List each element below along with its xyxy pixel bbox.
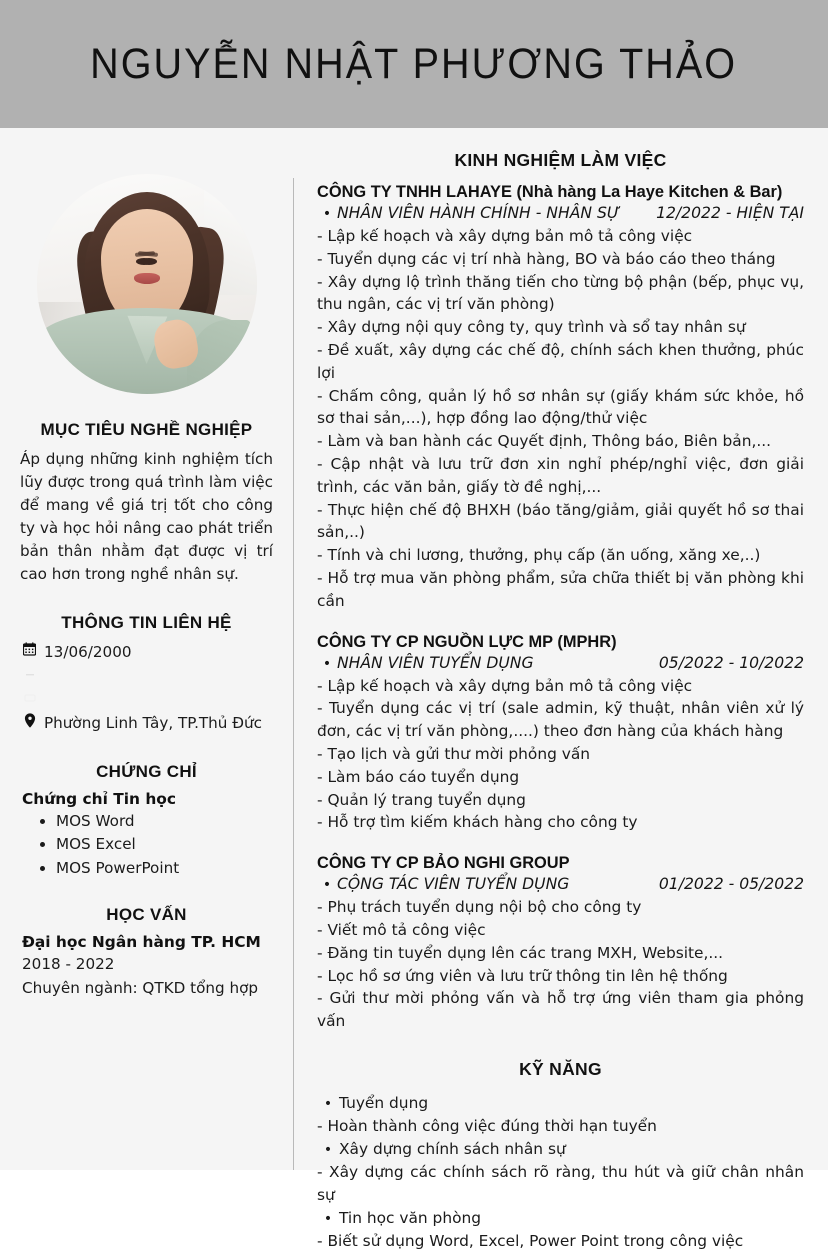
column-divider: [293, 178, 294, 1170]
phone-icon: [22, 666, 37, 683]
body-columns: [0, 128, 828, 1250]
task-item: - Gửi thư mời phỏng vấn và hỗ trợ ứng viên tham gia phỏng vấn: [317, 989, 804, 1031]
experience-job-1: [317, 183, 804, 613]
task-item: - Làm báo cáo tuyển dụng: [317, 767, 520, 786]
education-school: Đại học Ngân hàng TP. HCM: [22, 933, 261, 952]
contact-item-email-redacted: [22, 689, 275, 710]
role-line: [317, 875, 804, 893]
contact-item-address: [22, 712, 275, 736]
task-item: - Tạo lịch và gửi thư mời phỏng vấn: [317, 744, 591, 763]
company-name: CÔNG TY TNHH LAHAYE (Nhà hàng La Haye Kitchen & Bar): [317, 183, 783, 201]
task-item: - Cập nhật và lưu trữ đơn xin nghỉ phép/nghỉ việc, đơn giải trình, các văn bản, giấy tờ đề nghị,...: [317, 454, 804, 496]
education-years: 2018 - 2022: [22, 955, 115, 974]
task-item: - Hỗ trợ tìm kiếm khách hàng cho công ty: [317, 813, 638, 832]
photo-lips: [134, 273, 160, 284]
task-item: - Lọc hồ sơ ứng viên và lưu trữ thông tin lên hệ thống: [317, 966, 728, 985]
objective-text: Áp dụng những kinh nghiệm tích lũy được trong quá trình làm việc để mang về giá trị tốt cho công ty và học hỏi nâng cao phát triển bản thân nhằm đạt được vị trí cao hơn trong nghề nhân sự.: [20, 450, 273, 584]
contact-item-birthdate: [22, 641, 275, 665]
role-title: NHÂN VIÊN TUYỂN DỤNG: [337, 653, 534, 672]
task-item: - Tuyển dụng các vị trí (sale admin, kỹ thuật, nhân viên xử lý đơn, các vị trí văn phòng,....) theo đơn hàng của khách hàng: [317, 699, 804, 741]
experience-heading: KINH NGHIỆM LÀM VIỆC: [454, 150, 667, 170]
education-heading: HỌC VẤN: [106, 905, 187, 925]
experience-job-3: [317, 854, 804, 1033]
task-item: - Chấm công, quản lý hồ sơ nhân sự (giấy khám sức khỏe, hồ sơ thai sản,...), hợp đồng lao động/thử việc: [317, 386, 804, 428]
company-name: CÔNG TY CP NGUỒN LỰC MP (MPHR): [317, 632, 617, 651]
company-name: CÔNG TY CP BẢO NGHI GROUP: [317, 854, 570, 873]
page-title: NGUYỄN NHẬT PHƯƠNG THẢO: [90, 39, 738, 88]
skills-heading: KỸ NĂNG: [519, 1058, 602, 1079]
bullet-icon: •: [323, 1210, 333, 1227]
task-item: - Lập kế hoạch và xây dựng bản mô tả công việc: [317, 676, 693, 695]
contact-item-phone-redacted: [22, 666, 275, 687]
contact-value-address: Phường Linh Tây, TP.Thủ Đức: [44, 714, 263, 733]
sidebar: [0, 128, 293, 1170]
task-item: - Thực hiện chế độ BHXH (báo tăng/giảm, giải quyết hồ sơ thai sản,..): [317, 500, 804, 542]
contact-value-birthdate: 13/06/2000: [44, 642, 132, 661]
task-item: - Xây dựng lộ trình thăng tiến cho từng bộ phận (bếp, phục vụ, thu ngân, các vị trí văn phòng): [317, 272, 804, 314]
task-item: - Hỗ trợ mua văn phòng phẩm, sửa chữa thiết bị văn phòng khi cần: [317, 568, 804, 610]
skill-name-row: [317, 1092, 804, 1115]
calendar-icon: [22, 641, 37, 658]
certificates-group-label: Chứng chỉ Tin học: [22, 789, 176, 808]
task-item: - Đề xuất, xây dựng các chế độ, chính sách khen thưởng, phúc lợi: [317, 340, 804, 382]
role-title: CỘNG TÁC VIÊN TUYỂN DỤNG: [337, 875, 570, 894]
contact-heading: THÔNG TIN LIÊN HỆ: [61, 612, 232, 632]
bullet-icon: •: [323, 1095, 333, 1112]
list-item: • MOS Excel: [56, 833, 275, 856]
role-date: 12/2022 - HIỆN TẠI: [656, 204, 804, 222]
task-item: - Tính và chi lương, thưởng, phụ cấp (ăn uống, xăng xe,..): [317, 546, 761, 565]
task-item: - Viết mô tả công việc: [317, 920, 486, 939]
role-line: [317, 654, 804, 672]
role-date: 05/2022 - 10/2022: [658, 653, 804, 672]
role-title: NHÂN VIÊN HÀNH CHÍNH - NHÂN SỰ: [337, 204, 620, 222]
task-item: - Xây dựng nội quy công ty, quy trình và sổ tay nhân sự: [317, 318, 746, 337]
task-item: - Lập kế hoạch và xây dựng bản mô tả công việc: [317, 227, 693, 245]
bullet-icon: •: [323, 1141, 333, 1158]
list-item: • MOS PowerPoint: [56, 857, 275, 880]
task-item: - Quản lý trang tuyển dụng: [317, 790, 526, 809]
avatar: [37, 174, 257, 394]
skill-name: Tuyển dụng: [339, 1093, 429, 1112]
photo-eye-right: [141, 258, 157, 265]
skill-name: Xây dựng chính sách nhân sự: [339, 1139, 566, 1158]
bullet-icon: •: [322, 206, 332, 222]
objective-heading: MỤC TIÊU NGHỀ NGHIỆP: [40, 420, 253, 439]
location-pin-icon: [22, 712, 37, 729]
bullet-icon: •: [322, 877, 332, 894]
skill-name: Tin học văn phòng: [339, 1208, 482, 1227]
skill-detail: - Biết sử dụng Word, Excel, Power Point trong công việc: [317, 1231, 744, 1250]
skill-name-row: [317, 1207, 804, 1230]
role-line: [317, 204, 804, 222]
skill-detail: - Hoàn thành công việc đúng thời hạn tuyển: [317, 1117, 657, 1136]
certificates-list: [40, 810, 275, 880]
redacted-value-phone: [44, 666, 194, 681]
header-band: [0, 0, 828, 128]
main-content: [293, 128, 828, 1250]
task-item: - Phụ trách tuyển dụng nội bộ cho công ty: [317, 898, 642, 917]
skill-name-row: [317, 1138, 804, 1161]
experience-job-2: [317, 633, 804, 835]
role-date: 01/2022 - 05/2022: [658, 875, 804, 894]
list-item: • MOS Word: [56, 810, 275, 833]
task-item: - Tuyển dụng các vị trí nhà hàng, BO và báo cáo theo tháng: [317, 249, 776, 268]
bullet-icon: •: [322, 655, 332, 672]
task-item: - Làm và ban hành các Quyết định, Thông báo, Biên bản,...: [317, 432, 772, 451]
education-major: Chuyên ngành: QTKD tổng hợp: [22, 978, 259, 997]
certificates-heading: CHỨNG CHỈ: [96, 761, 197, 781]
redacted-value-email: [44, 689, 234, 704]
skill-detail: - Xây dựng các chính sách rõ ràng, thu hút và giữ chân nhân sự: [317, 1162, 804, 1204]
task-item: - Đăng tin tuyển dụng lên các trang MXH, Website,...: [317, 943, 724, 962]
mail-icon: [22, 689, 37, 706]
